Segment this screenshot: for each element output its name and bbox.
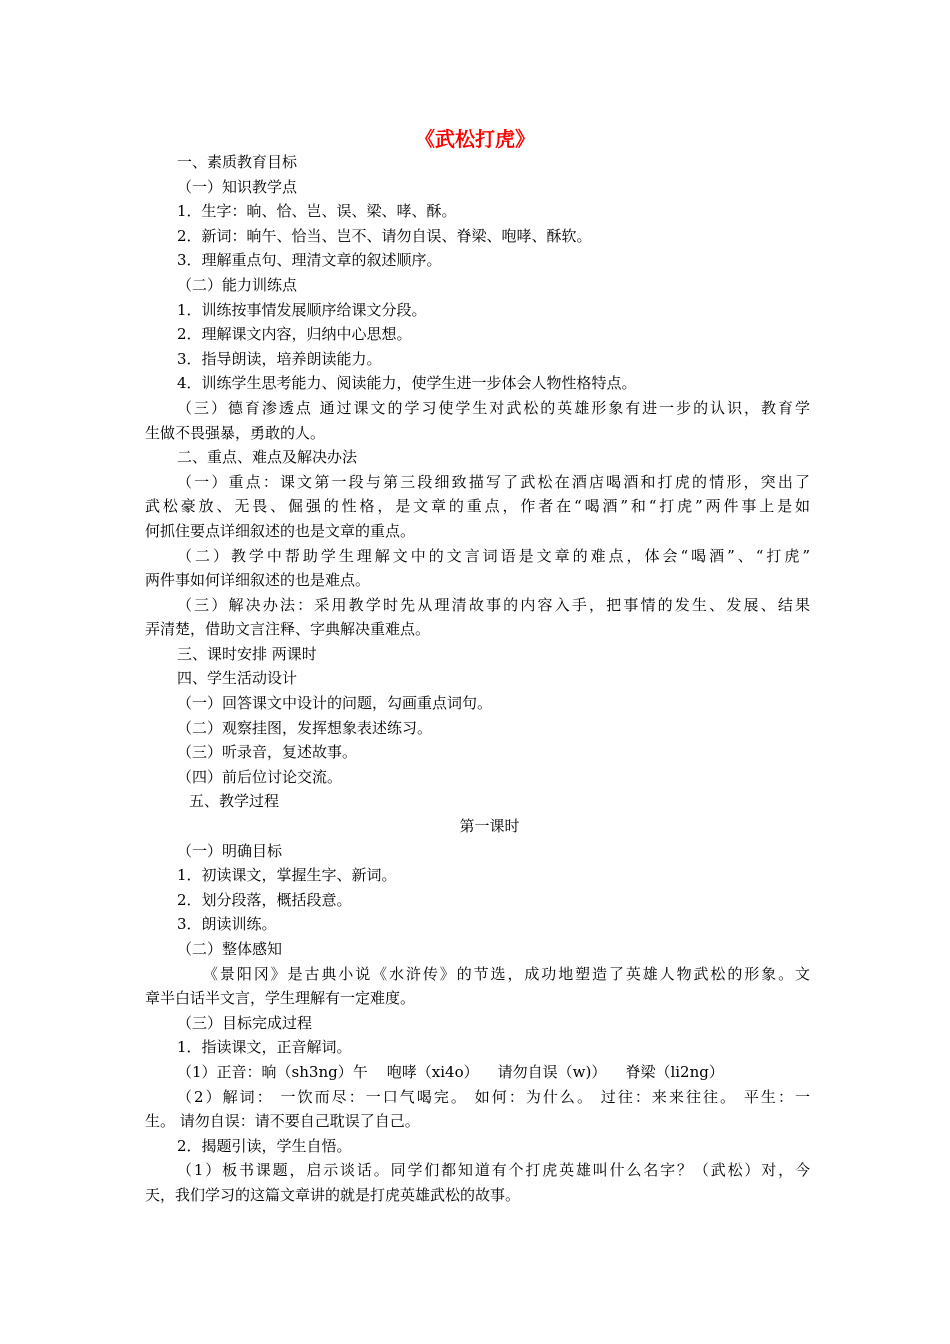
list-item: 1．指读课文，正音解词。 — [177, 1038, 352, 1057]
document-title: 《武松打虎》 — [415, 127, 535, 151]
paragraph-line: （三）德育渗透点 通过课文的学习使学生对武松的英雄形象有进一步的认识，教育学 — [177, 398, 810, 417]
section-heading: 一、素质教育目标 — [177, 153, 298, 171]
paragraph-line: （三）解决办法：采用教学时先从理清故事的内容入手，把事情的发生、发展、结果 — [177, 595, 810, 614]
paragraph-line: 弄清楚，借助文言注释、字典解决重难点。 — [145, 620, 431, 639]
subsection-heading: （一）知识教学点 — [177, 177, 298, 196]
section-heading: 二、重点、难点及解决办法 — [177, 448, 358, 467]
subsection-heading: （二）能力训练点 — [177, 275, 298, 294]
subsection-heading: （一）明确目标 — [177, 841, 283, 860]
list-item: 1．生字：晌、恰、岂、误、梁、哮、酥。 — [177, 202, 457, 221]
list-item: （一）回答课文中设计的问题，勾画重点词句。 — [177, 694, 493, 713]
list-item: （四）前后位讨论交流。 — [177, 767, 343, 786]
paragraph-line: 生做不畏强暴，勇敢的人。 — [145, 423, 326, 442]
paragraph-line: （二）教学中帮助学生理解文中的文言词语是文章的难点，体会“喝酒”、“打虎” — [177, 546, 810, 565]
paragraph-line: （2）解词： 一饮而尽：一口气喝完。 如何：为什么。 过往：来来往往。 平生：一 — [177, 1087, 810, 1106]
list-item: 3．理解重点句、理清文章的叙述顺序。 — [177, 251, 442, 270]
subsection-heading: （三）目标完成过程 — [177, 1013, 313, 1032]
list-item: 3．指导朗读，培养朗读能力。 — [177, 349, 382, 368]
document-body — [145, 150, 810, 1208]
section-heading: 四、学生活动设计 — [177, 669, 298, 688]
list-item: 3．朗读训练。 — [177, 915, 277, 934]
list-item: （二）观察挂图，发挥想象表述练习。 — [177, 718, 433, 737]
paragraph-line: 生。 请勿自误：请不要自己耽误了自己。 — [145, 1112, 420, 1131]
subsection-heading: （二）整体感知 — [177, 940, 283, 958]
pronunciation-line: （1）正音：晌（sh3ng）午 咆哮（xi4o） 请勿自误（w)） 脊梁（li2ng） — [177, 1062, 724, 1081]
paragraph-line: 天，我们学习的这篇文章讲的就是打虎英雄武松的故事。 — [145, 1185, 521, 1204]
paragraph-line: 武松豪放、无畏、倔强的性格，是文章的重点，作者在“喝酒”和“打虎”两件事上是如 — [145, 497, 810, 516]
list-item: 1．训练按事情发展顺序给课文分段。 — [177, 300, 427, 319]
paragraph-line: 章半白话半文言，学生理解有一定难度。 — [145, 989, 416, 1008]
section-heading: 三、课时安排 两课时 — [177, 644, 317, 663]
paragraph-line: 何抓住要点详细叙述的也是文章的重点。 — [145, 521, 416, 540]
list-item: 4．训练学生思考能力、阅读能力，使学生进一步体会人物性格特点。 — [177, 374, 637, 393]
list-item: 2．划分段落，概括段意。 — [177, 890, 352, 909]
list-item: 2．理解课文内容，归纳中心思想。 — [177, 325, 412, 344]
list-item: 2．新词：晌午、恰当、岂不、请勿自误、脊梁、咆哮、酥软。 — [177, 226, 592, 245]
paragraph-line: （1）板书课题，启示谈话。同学们都知道有个打虎英雄叫什么名字？（武松）对，今 — [177, 1161, 810, 1180]
list-item: 1．初读课文，掌握生字、新词。 — [177, 866, 397, 885]
list-item: （三）听录音，复述故事。 — [177, 743, 358, 762]
paragraph-line: （一）重点：课文第一段与第三段细致描写了武松在酒店喝酒和打虎的情形，突出了 — [177, 472, 810, 491]
list-item: 2．揭题引读，学生自悟。 — [177, 1136, 352, 1155]
paragraph-line: 《景阳冈》是古典小说《水浒传》的节选，成功地塑造了英雄人物武松的形象。文 — [203, 964, 810, 983]
paragraph-line: 两件事如何详细叙述的也是难点。 — [145, 571, 371, 590]
section-heading: 五、教学过程 — [189, 792, 280, 811]
lesson-heading: 第一课时 — [459, 817, 520, 836]
